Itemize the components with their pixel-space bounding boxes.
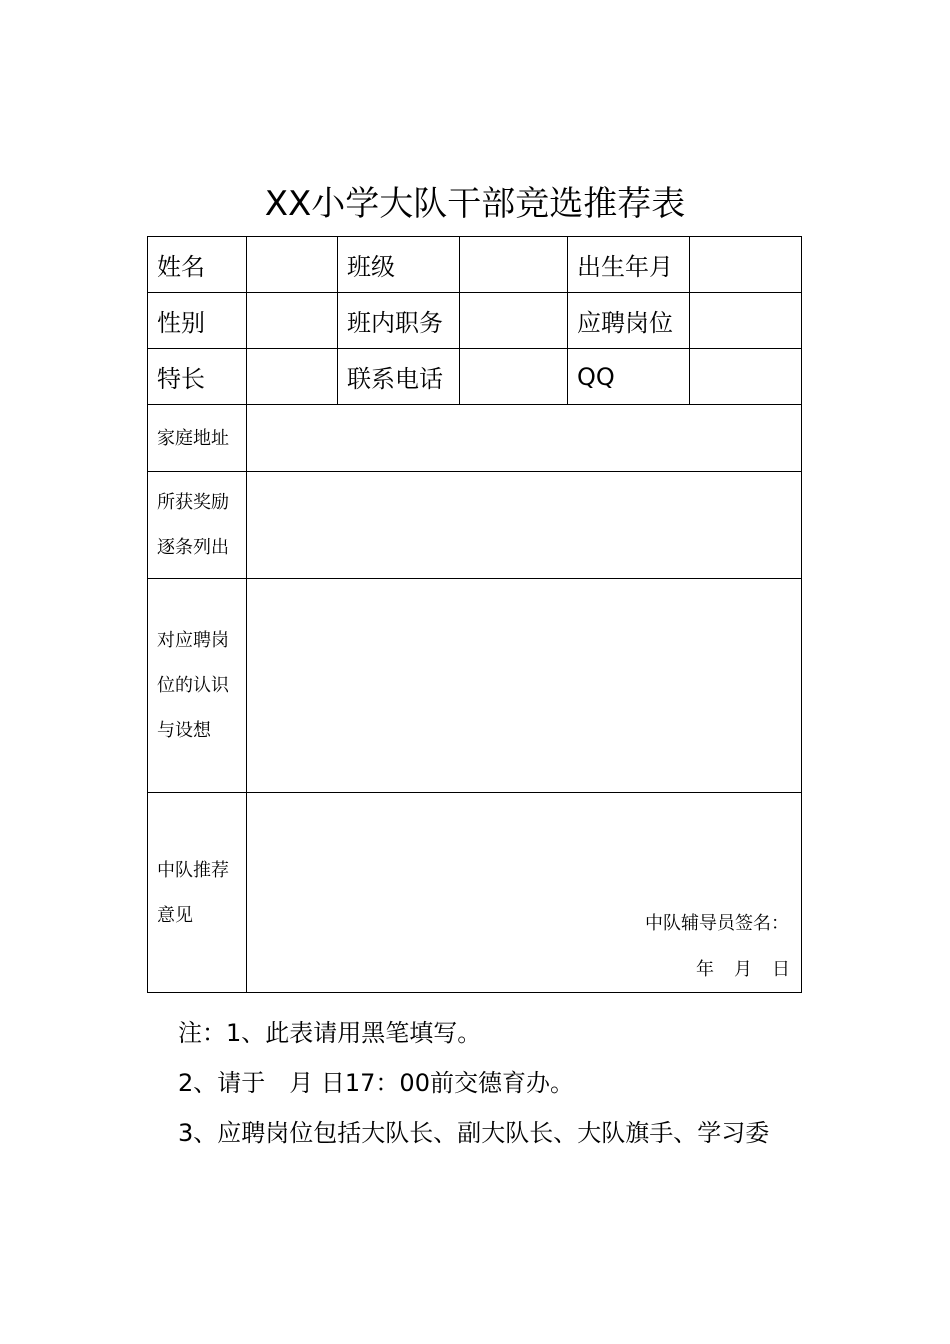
understanding-label-line: 位的认识	[157, 675, 229, 696]
date-label: 年 月 日	[696, 959, 791, 980]
address-field[interactable]	[247, 405, 802, 472]
nomination-form-table	[147, 236, 802, 993]
specialty-label: 特长	[148, 349, 247, 405]
address-label: 家庭地址	[148, 405, 247, 472]
name-field[interactable]	[247, 237, 338, 293]
applied-position-field[interactable]	[690, 293, 802, 349]
recommend-field[interactable]	[247, 793, 802, 993]
name-label: 姓名	[148, 237, 247, 293]
understanding-label-line: 与设想	[157, 720, 211, 741]
awards-label-line: 逐条列出	[157, 537, 229, 558]
birth-date-label: 出生年月	[568, 237, 690, 293]
signature-label: 中队辅导员签名：	[645, 913, 789, 934]
table-row	[148, 293, 802, 349]
table-row	[148, 472, 802, 579]
awards-label-line: 所获奖励	[157, 492, 229, 513]
phone-label: 联系电话	[338, 349, 460, 405]
birth-date-field[interactable]	[690, 237, 802, 293]
recommend-label-line: 意见	[157, 904, 193, 926]
notes	[178, 1008, 769, 1158]
note-line: 2、请于 月 日17：00前交德育办。	[178, 1069, 574, 1097]
applied-position-label: 应聘岗位	[568, 293, 690, 349]
class-position-field[interactable]	[460, 293, 568, 349]
page-title: XX小学大队干部竞选推荐表	[264, 184, 686, 224]
table-row	[148, 237, 802, 293]
gender-label: 性别	[148, 293, 247, 349]
phone-field[interactable]	[460, 349, 568, 405]
qq-label: QQ	[568, 349, 690, 405]
table-row	[148, 579, 802, 793]
class-position-label: 班内职务	[338, 293, 460, 349]
table-row	[148, 793, 802, 993]
gender-field[interactable]	[247, 293, 338, 349]
understanding-field[interactable]	[247, 579, 802, 793]
table-row	[148, 349, 802, 405]
understanding-label	[148, 579, 247, 793]
awards-field[interactable]	[247, 472, 802, 579]
recommend-label	[148, 793, 247, 993]
understanding-label-line: 对应聘岗	[157, 630, 229, 651]
note-line: 3、应聘岗位包括大队长、副大队长、大队旗手、学习委	[178, 1119, 770, 1147]
specialty-field[interactable]	[247, 349, 338, 405]
recommend-label-line: 中队推荐	[157, 859, 229, 881]
qq-field[interactable]	[690, 349, 802, 405]
table-row	[148, 405, 802, 472]
class-label: 班级	[338, 237, 460, 293]
awards-label	[148, 472, 247, 579]
note-line: 注：1、此表请用黑笔填写。	[178, 1019, 482, 1047]
class-field[interactable]	[460, 237, 568, 293]
